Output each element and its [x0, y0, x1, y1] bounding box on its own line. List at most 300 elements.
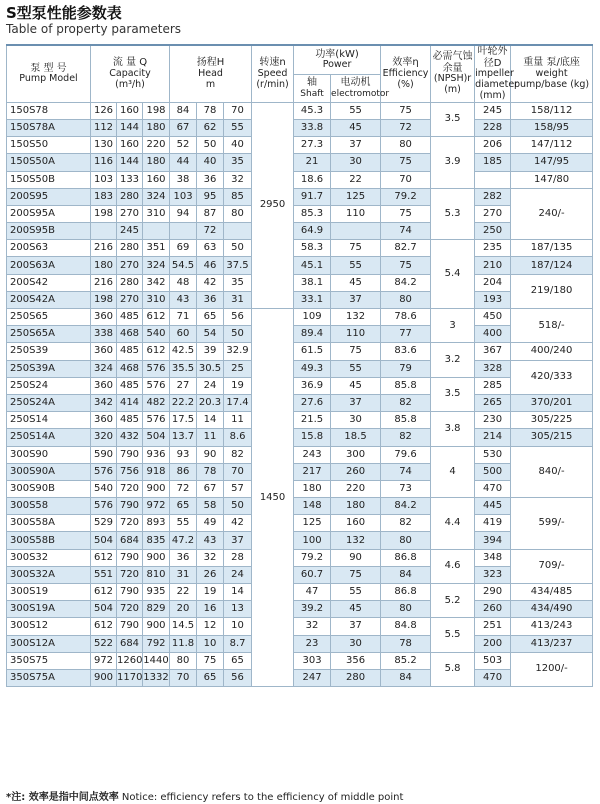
capacity-cell: 280 — [117, 188, 143, 205]
shaft-power-cell: 49.3 — [294, 360, 331, 377]
shaft-power-cell: 45.3 — [294, 102, 331, 119]
capacity-cell: 576 — [143, 412, 170, 429]
head-cell: 48 — [170, 274, 197, 291]
header-efficiency: 效率η Efficiency (%) — [381, 45, 431, 102]
table-row — [7, 188, 593, 205]
table-row — [7, 326, 593, 343]
pump-model-cell: 300S12 — [7, 618, 91, 635]
head-cell: 24 — [224, 566, 252, 583]
motor-power-cell: 55 — [331, 257, 381, 274]
shaft-power-cell: 243 — [294, 446, 331, 463]
capacity-cell: 270 — [117, 257, 143, 274]
motor-power-cell: 30 — [331, 412, 381, 429]
capacity-cell: 590 — [91, 446, 117, 463]
impeller-diameter-cell: 290 — [475, 584, 511, 601]
head-cell: 84 — [170, 102, 197, 119]
head-cell: 11 — [224, 412, 252, 429]
capacity-cell: 280 — [117, 240, 143, 257]
weight-cell: 1200/- — [511, 652, 593, 686]
head-cell: 43 — [170, 291, 197, 308]
head-cell: 14.5 — [170, 618, 197, 635]
motor-power-cell: 75 — [331, 566, 381, 583]
head-cell — [224, 223, 252, 240]
head-cell: 19 — [197, 584, 224, 601]
table-row — [7, 549, 593, 566]
capacity-cell: 829 — [143, 601, 170, 618]
head-cell: 31 — [224, 291, 252, 308]
motor-power-cell: 220 — [331, 480, 381, 497]
capacity-cell: 270 — [117, 291, 143, 308]
capacity-cell: 900 — [143, 618, 170, 635]
head-cell: 28 — [224, 549, 252, 566]
capacity-cell: 360 — [91, 377, 117, 394]
pump-model-cell: 250S65A — [7, 326, 91, 343]
head-cell: 72 — [170, 480, 197, 497]
motor-power-cell: 18.5 — [331, 429, 381, 446]
shaft-power-cell: 21 — [294, 154, 331, 171]
head-cell: 39 — [197, 343, 224, 360]
capacity-cell: 360 — [91, 412, 117, 429]
speed-cell: 1450 — [252, 309, 294, 687]
efficiency-cell: 85.2 — [381, 652, 431, 669]
shaft-power-cell: 180 — [294, 480, 331, 497]
head-cell: 65 — [197, 669, 224, 686]
table-row — [7, 669, 593, 686]
efficiency-cell: 79.2 — [381, 188, 431, 205]
head-cell: 16 — [197, 601, 224, 618]
weight-cell: 413/237 — [511, 635, 593, 652]
weight-cell: 158/95 — [511, 119, 593, 136]
pump-model-cell: 200S95A — [7, 205, 91, 222]
head-cell: 37.5 — [224, 257, 252, 274]
table-row — [7, 154, 593, 171]
motor-power-cell: 75 — [331, 343, 381, 360]
table-row — [7, 584, 593, 601]
impeller-diameter-cell: 348 — [475, 549, 511, 566]
capacity-cell: 324 — [143, 257, 170, 274]
capacity-cell: 576 — [91, 463, 117, 480]
shaft-power-cell: 18.6 — [294, 171, 331, 188]
pump-model-cell: 300S90 — [7, 446, 91, 463]
capacity-cell: 468 — [117, 326, 143, 343]
motor-power-cell: 45 — [331, 601, 381, 618]
pump-model-cell: 200S63 — [7, 240, 91, 257]
capacity-cell: 198 — [91, 291, 117, 308]
capacity-cell: 790 — [117, 498, 143, 515]
capacity-cell: 245 — [117, 223, 143, 240]
pump-model-cell: 250S24 — [7, 377, 91, 394]
head-cell: 24 — [197, 377, 224, 394]
pump-model-cell: 250S14A — [7, 429, 91, 446]
page-subtitle: Table of property parameters — [6, 22, 182, 36]
shaft-power-cell: 21.5 — [294, 412, 331, 429]
pump-model-cell: 250S24A — [7, 394, 91, 411]
capacity-cell: 198 — [91, 205, 117, 222]
impeller-diameter-cell: 235 — [475, 240, 511, 257]
motor-power-cell: 110 — [331, 205, 381, 222]
motor-power-cell: 356 — [331, 652, 381, 669]
capacity-cell — [91, 223, 117, 240]
capacity-cell: 310 — [143, 291, 170, 308]
head-cell: 75 — [197, 652, 224, 669]
motor-power-cell: 110 — [331, 326, 381, 343]
shaft-power-cell: 47 — [294, 584, 331, 601]
impeller-diameter-cell: 210 — [475, 257, 511, 274]
motor-power-cell: 260 — [331, 463, 381, 480]
head-cell: 44 — [170, 154, 197, 171]
weight-cell: 147/112 — [511, 137, 593, 154]
impeller-diameter-cell: 193 — [475, 291, 511, 308]
head-cell: 54 — [197, 326, 224, 343]
head-cell: 86 — [170, 463, 197, 480]
head-cell: 47.2 — [170, 532, 197, 549]
table-row — [7, 601, 593, 618]
pump-model-cell: 200S42A — [7, 291, 91, 308]
pump-model-cell: 300S12A — [7, 635, 91, 652]
efficiency-cell: 74 — [381, 223, 431, 240]
table-row — [7, 515, 593, 532]
motor-power-cell: 37 — [331, 394, 381, 411]
efficiency-cell: 75 — [381, 257, 431, 274]
head-cell: 36 — [197, 171, 224, 188]
header-impeller: 叶轮外径D impeller diameter (mm) — [475, 46, 519, 101]
capacity-cell: 338 — [91, 326, 117, 343]
capacity-cell — [143, 223, 170, 240]
efficiency-cell: 75 — [381, 205, 431, 222]
head-cell: 35.5 — [170, 360, 197, 377]
head-cell: 80 — [224, 205, 252, 222]
head-cell: 37 — [224, 532, 252, 549]
capacity-cell: 756 — [117, 463, 143, 480]
capacity-cell: 342 — [91, 394, 117, 411]
table-row — [7, 240, 593, 257]
shaft-power-cell: 64.9 — [294, 223, 331, 240]
table-row — [7, 102, 593, 119]
weight-cell: 434/490 — [511, 601, 593, 618]
capacity-cell: 893 — [143, 515, 170, 532]
capacity-cell: 1260 — [117, 652, 143, 669]
npsh-cell: 5.5 — [431, 618, 475, 652]
capacity-cell: 468 — [117, 360, 143, 377]
pump-model-cell: 200S95 — [7, 188, 91, 205]
capacity-cell: 485 — [117, 412, 143, 429]
head-cell: 50 — [197, 137, 224, 154]
npsh-cell: 3.8 — [431, 412, 475, 446]
head-cell: 42.5 — [170, 343, 197, 360]
head-cell: 32 — [197, 549, 224, 566]
shaft-power-cell: 109 — [294, 309, 331, 326]
capacity-cell: 144 — [117, 119, 143, 136]
head-cell: 95 — [197, 188, 224, 205]
shaft-power-cell: 58.3 — [294, 240, 331, 257]
impeller-diameter-cell: 500 — [475, 463, 511, 480]
footnote — [6, 788, 403, 803]
capacity-cell: 180 — [143, 119, 170, 136]
motor-power-cell: 45 — [331, 119, 381, 136]
pump-model-cell: 300S58 — [7, 498, 91, 515]
weight-cell: 420/333 — [511, 360, 593, 394]
shaft-power-cell: 217 — [294, 463, 331, 480]
capacity-cell: 360 — [91, 343, 117, 360]
capacity-cell: 198 — [143, 102, 170, 119]
capacity-cell: 935 — [143, 584, 170, 601]
impeller-diameter-cell: 282 — [475, 188, 511, 205]
motor-power-cell: 132 — [331, 309, 381, 326]
pump-model-cell: 250S65 — [7, 309, 91, 326]
table-row — [7, 412, 593, 429]
head-cell — [170, 223, 197, 240]
shaft-power-cell: 45.1 — [294, 257, 331, 274]
capacity-cell: 112 — [91, 119, 117, 136]
table-header — [7, 45, 593, 102]
capacity-cell: 103 — [91, 171, 117, 188]
efficiency-cell: 80 — [381, 137, 431, 154]
motor-power-cell: 30 — [331, 635, 381, 652]
impeller-diameter-cell: 204 — [475, 274, 511, 291]
head-cell: 50 — [224, 498, 252, 515]
capacity-cell: 684 — [117, 532, 143, 549]
capacity-cell: 792 — [143, 635, 170, 652]
table-row — [7, 394, 593, 411]
table-row — [7, 532, 593, 549]
head-cell: 17.4 — [224, 394, 252, 411]
capacity-cell: 790 — [117, 618, 143, 635]
pump-model-cell: 300S90A — [7, 463, 91, 480]
weight-cell: 305/215 — [511, 429, 593, 446]
motor-power-cell: 160 — [331, 515, 381, 532]
table-row — [7, 498, 593, 515]
shaft-power-cell: 125 — [294, 515, 331, 532]
weight-cell: 709/- — [511, 549, 593, 583]
impeller-diameter-cell — [475, 171, 511, 188]
efficiency-cell: 72 — [381, 119, 431, 136]
table-row — [7, 309, 593, 326]
shaft-power-cell: 27.6 — [294, 394, 331, 411]
capacity-cell: 612 — [91, 618, 117, 635]
table-row — [7, 343, 593, 360]
capacity-cell: 972 — [143, 498, 170, 515]
capacity-cell: 540 — [143, 326, 170, 343]
efficiency-cell: 78.6 — [381, 309, 431, 326]
table-row — [7, 119, 593, 136]
pump-model-cell: 300S19 — [7, 584, 91, 601]
head-cell: 42 — [224, 515, 252, 532]
impeller-diameter-cell: 200 — [475, 635, 511, 652]
head-cell: 80 — [170, 652, 197, 669]
capacity-cell: 414 — [117, 394, 143, 411]
table-row — [7, 566, 593, 583]
header-model: 泵 型 号 Pump Model — [7, 45, 91, 102]
efficiency-cell: 80 — [381, 291, 431, 308]
capacity-cell: 540 — [91, 480, 117, 497]
head-cell: 10 — [197, 635, 224, 652]
head-cell: 26 — [197, 566, 224, 583]
motor-power-cell: 37 — [331, 137, 381, 154]
capacity-cell: 504 — [91, 601, 117, 618]
shaft-power-cell: 33.8 — [294, 119, 331, 136]
table-row — [7, 274, 593, 291]
capacity-cell: 576 — [143, 360, 170, 377]
pump-model-cell: 350S75 — [7, 652, 91, 669]
weight-cell: 400/240 — [511, 343, 593, 360]
efficiency-cell: 82.7 — [381, 240, 431, 257]
impeller-diameter-cell: 185 — [475, 154, 511, 171]
capacity-cell: 1440 — [143, 652, 170, 669]
motor-power-cell: 280 — [331, 669, 381, 686]
efficiency-cell: 79.6 — [381, 446, 431, 463]
pump-model-cell: 150S50B — [7, 171, 91, 188]
head-cell: 70 — [170, 669, 197, 686]
capacity-cell: 360 — [91, 309, 117, 326]
capacity-cell: 576 — [91, 498, 117, 515]
motor-power-cell: 30 — [331, 154, 381, 171]
head-cell: 27 — [170, 377, 197, 394]
head-cell: 65 — [224, 652, 252, 669]
footnote-en: Notice: efficiency refers to the efficiency of middle point — [121, 792, 404, 803]
capacity-cell: 551 — [91, 566, 117, 583]
capacity-cell: 183 — [91, 188, 117, 205]
pump-model-cell: 350S75A — [7, 669, 91, 686]
shaft-power-cell: 23 — [294, 635, 331, 652]
head-cell: 32 — [224, 171, 252, 188]
head-cell: 40 — [197, 154, 224, 171]
shaft-power-cell: 79.2 — [294, 549, 331, 566]
weight-cell: 147/95 — [511, 154, 593, 171]
head-cell: 35 — [224, 274, 252, 291]
capacity-cell: 144 — [117, 154, 143, 171]
table-row — [7, 635, 593, 652]
shaft-power-cell: 247 — [294, 669, 331, 686]
capacity-cell: 320 — [91, 429, 117, 446]
efficiency-cell: 75 — [381, 154, 431, 171]
table-row — [7, 257, 593, 274]
property-table-container — [6, 44, 592, 687]
head-cell: 82 — [224, 446, 252, 463]
head-cell: 62 — [197, 119, 224, 136]
capacity-cell: 485 — [117, 377, 143, 394]
capacity-cell: 720 — [117, 480, 143, 497]
capacity-cell: 130 — [91, 137, 117, 154]
efficiency-cell: 85.8 — [381, 377, 431, 394]
head-cell: 8.6 — [224, 429, 252, 446]
npsh-cell: 5.3 — [431, 188, 475, 240]
impeller-diameter-cell: 270 — [475, 205, 511, 222]
motor-power-cell: 132 — [331, 532, 381, 549]
pump-model-cell: 300S32A — [7, 566, 91, 583]
head-cell: 56 — [224, 669, 252, 686]
impeller-diameter-cell: 245 — [475, 102, 511, 119]
npsh-cell: 5.2 — [431, 584, 475, 618]
impeller-diameter-cell: 250 — [475, 223, 511, 240]
capacity-cell: 1170 — [117, 669, 143, 686]
capacity-cell: 342 — [143, 274, 170, 291]
pump-model-cell: 150S78A — [7, 119, 91, 136]
header-head: 扬程H Head m — [170, 45, 252, 102]
capacity-cell: 482 — [143, 394, 170, 411]
capacity-cell: 810 — [143, 566, 170, 583]
head-cell: 32.9 — [224, 343, 252, 360]
npsh-cell: 4.4 — [431, 498, 475, 550]
head-cell: 35 — [224, 154, 252, 171]
head-cell: 67 — [170, 119, 197, 136]
impeller-diameter-cell: 400 — [475, 326, 511, 343]
weight-cell: 187/124 — [511, 257, 593, 274]
head-cell: 94 — [170, 205, 197, 222]
efficiency-cell: 80 — [381, 532, 431, 549]
head-cell: 14 — [224, 584, 252, 601]
capacity-cell: 720 — [117, 566, 143, 583]
weight-cell: 518/- — [511, 309, 593, 343]
motor-power-cell: 300 — [331, 446, 381, 463]
table-row — [7, 137, 593, 154]
head-cell: 42 — [197, 274, 224, 291]
impeller-diameter-cell: 251 — [475, 618, 511, 635]
head-cell: 58 — [197, 498, 224, 515]
capacity-cell: 790 — [117, 549, 143, 566]
head-cell: 65 — [197, 309, 224, 326]
capacity-cell: 133 — [117, 171, 143, 188]
table-row — [7, 446, 593, 463]
head-cell: 31 — [170, 566, 197, 583]
impeller-diameter-cell: 328 — [475, 360, 511, 377]
table-row — [7, 360, 593, 377]
npsh-cell: 3 — [431, 309, 475, 343]
head-cell: 49 — [197, 515, 224, 532]
pump-model-cell: 300S58A — [7, 515, 91, 532]
table-row — [7, 463, 593, 480]
page-title: S型泵性能参数表 — [6, 4, 122, 22]
table-row — [7, 171, 593, 188]
capacity-cell: 180 — [143, 154, 170, 171]
impeller-diameter-cell: 285 — [475, 377, 511, 394]
pump-model-cell: 300S32 — [7, 549, 91, 566]
shaft-power-cell: 148 — [294, 498, 331, 515]
header-capacity: 流 量 Q Capacity (m³/h) — [91, 45, 170, 102]
head-cell: 54.5 — [170, 257, 197, 274]
capacity-cell: 504 — [143, 429, 170, 446]
impeller-diameter-cell: 503 — [475, 652, 511, 669]
npsh-cell: 5.8 — [431, 652, 475, 686]
head-cell: 55 — [170, 515, 197, 532]
pump-model-cell: 300S19A — [7, 601, 91, 618]
head-cell: 12 — [197, 618, 224, 635]
motor-power-cell — [331, 223, 381, 240]
capacity-cell: 612 — [91, 584, 117, 601]
capacity-cell: 936 — [143, 446, 170, 463]
capacity-cell: 972 — [91, 652, 117, 669]
weight-cell: 147/80 — [511, 171, 593, 188]
head-cell: 19 — [224, 377, 252, 394]
head-cell: 17.5 — [170, 412, 197, 429]
impeller-diameter-cell: 530 — [475, 446, 511, 463]
weight-cell: 305/225 — [511, 412, 593, 429]
npsh-cell: 4.6 — [431, 549, 475, 583]
header-motor: 电动机 electromotor — [331, 74, 381, 102]
pump-model-cell: 150S78 — [7, 102, 91, 119]
motor-power-cell: 55 — [331, 102, 381, 119]
capacity-cell: 432 — [117, 429, 143, 446]
capacity-cell: 485 — [117, 343, 143, 360]
shaft-power-cell: 36.9 — [294, 377, 331, 394]
efficiency-cell: 75 — [381, 102, 431, 119]
motor-power-cell: 22 — [331, 171, 381, 188]
head-cell: 70 — [224, 463, 252, 480]
efficiency-cell: 84.8 — [381, 618, 431, 635]
shaft-power-cell: 60.7 — [294, 566, 331, 583]
capacity-cell: 280 — [117, 274, 143, 291]
impeller-diameter-cell: 470 — [475, 669, 511, 686]
capacity-cell: 522 — [91, 635, 117, 652]
